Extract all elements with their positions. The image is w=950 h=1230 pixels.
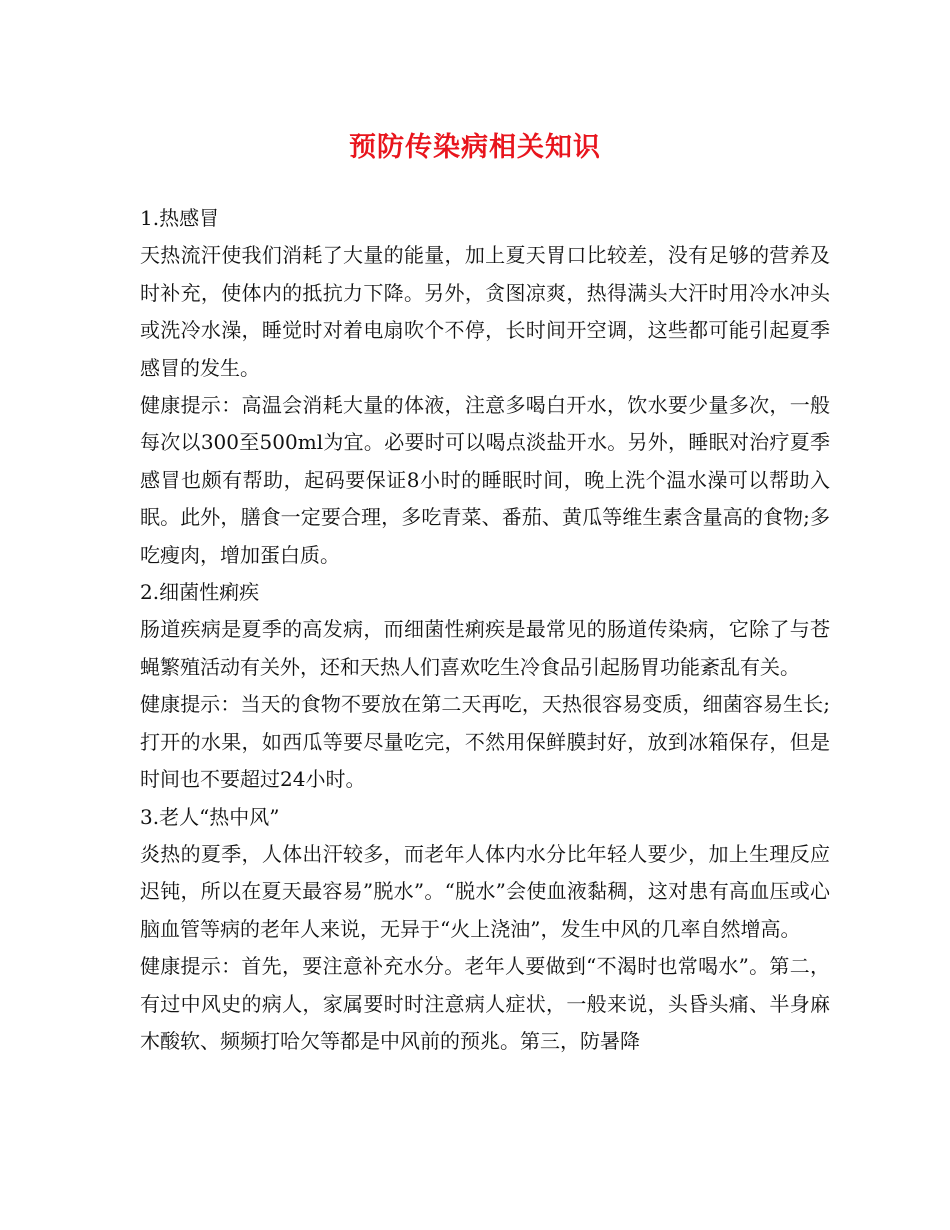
section-heading-3: 3.老人“热中风” (140, 804, 280, 829)
paragraph-dysentery-cause: 肠道疾病是夏季的高发病，而细菌性痢疾是最常见的肠道传染病，它除了与苍蝇繁殖活动有关外，还和天热人们喜欢吃生冷食品引起肠胃功能紊乱有关。 (140, 617, 830, 679)
paragraph-heat-cold-cause: 天热流汗使我们消耗了大量的能量，加上夏天胃口比较差，没有足够的营养及时补充，使体内的抵抗力下降。另外，贪图凉爽，热得满头大汗时用冷水冲头或洗冷水澡，睡觉时对着电扇吹个不停，长时间开空调，这些都可能引起夏季感冒的发生。 (140, 243, 830, 380)
paragraph-stroke-cause: 炎热的夏季，人体出汗较多，而老年人体内水分比年轻人要少，加上生理反应迟钝，所以在夏天最容易”脱水”。“脱水”会使血液黏稠，这对患有高血压或心脑血管等病的老年人来说，无异于“火上浇油”，发生中风的几率自然增高。 (140, 841, 830, 941)
section-heading-2: 2.细菌性痢疾 (140, 580, 260, 605)
section-heading-1: 1.热感冒 (140, 206, 220, 230)
document-body (140, 200, 830, 1060)
paragraph-dysentery-tips: 健康提示：当天的食物不要放在第二天再吃，天热很容易变质，细菌容易生长;打开的水果，如西瓜等要尽量吃完，不然用保鲜膜封好，放到冰箱保存，但是时间也不要超过24小时。 (140, 692, 830, 792)
paragraph-heat-cold-tips: 健康提示：高温会消耗大量的体液，注意多喝白开水，饮水要少量多次，一般每次以300至500ml为宜。必要时可以喝点淡盐开水。另外，睡眠对治疗夏季感冒也颇有帮助，起码要保证8小时的睡眠时间，晚上洗个温水澡可以帮助入眠。此外，膳食一定要合理，多吃青菜、番茄、黄瓜等维生素含量高的食物;多吃瘦肉，增加蛋白质。 (140, 393, 830, 567)
document-title: 预防传染病相关知识 (349, 132, 601, 163)
paragraph-stroke-tips: 健康提示：首先，要注意补充水分。老年人要做到“不渴时也常喝水”。第二，有过中风史的病人，家属要时时注意病人症状，一般来说，头昏头痛、半身麻木酸软、频频打哈欠等都是中风前的预兆。第三，防暑降 (140, 954, 830, 1053)
